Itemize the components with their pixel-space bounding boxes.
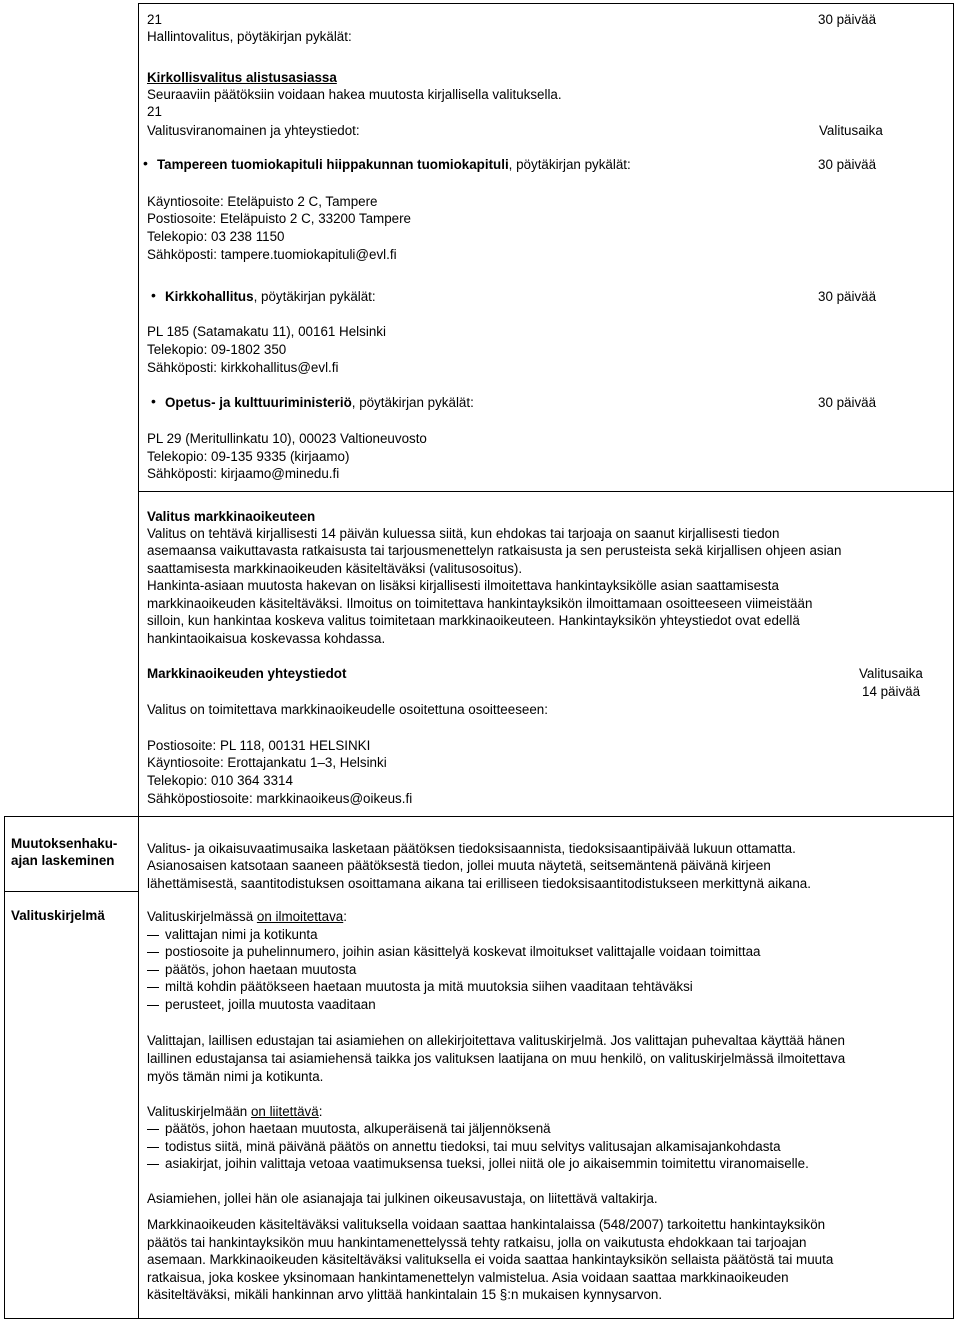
markkina-address-line: Postiosoite: PL 118, 00131 HELSINKI — [147, 738, 371, 753]
liitettava-intro-underlined: on liitettävä — [250, 1104, 319, 1119]
muutoksenhaku-label — [11, 835, 117, 869]
valituskirjelma-para-line: Valittajan, laillisen edustajan tai asiamiehen on allekirjoitettava valituskirjelmä. Jos valittajan puhevaltaa käyttää hänen — [147, 1033, 845, 1048]
liitettava-intro — [147, 1103, 322, 1120]
markkina-address-line: Käyntiosoite: Erottajankatu 1–3, Helsinki — [147, 755, 387, 770]
markkina-last-line: ratkaisua, joka koskee yksinomaan hankintamenettelyn valmistelua. Asia voidaan saattaa markkinaoikeuden — [147, 1270, 789, 1285]
markkina-para1-line: saattamisesta markkinaoikeuden käsiteltäväksi (valitusosoitus). — [147, 561, 523, 576]
liitettava-item-text: asiakirjat, joihin valittaja vetoaa vaatimuksensa tueksi, jollei niitä ole jo aikaisemmin toimitettu viranomaiselle. — [165, 1156, 809, 1171]
ilmoitettava-item-text: valittajan nimi ja kotikunta — [165, 927, 318, 942]
markkina-address-line: Sähköpostiosoite: markkinaoikeus@oikeus.fi — [147, 791, 413, 806]
markkinaoikeus-title: Valitus markkinaoikeuteen — [147, 509, 316, 524]
markkina-last-line: käsiteltäväksi, mikäli hankinnan arvo ylittää hankintalain 15 §:n mukaisen kynnysarvon. — [147, 1287, 663, 1302]
valituskirjelma-label: Valituskirjelmä — [11, 908, 105, 923]
tuomiokapituli-line: Käyntiosoite: Eteläpuisto 2 C, Tampere — [147, 194, 378, 209]
markkina-toimitettava: Valitus on toimitettava markkinaoikeudelle osoitettuna osoitteeseen: — [147, 702, 548, 717]
valituskirjelma-intro-underlined: on ilmoitettava — [256, 909, 344, 924]
liitettava-item-text: päätös, johon haetaan muutosta, alkuperäisenä tai jäljennöksenä — [165, 1121, 551, 1136]
hallintovalitus-time: 30 päivää — [818, 12, 877, 27]
tuomiokapituli-line: Postiosoite: Eteläpuisto 2 C, 33200 Tampere — [147, 211, 412, 226]
tuomiokapituli-line: Sähköposti: tampere.tuomiokapituli@evl.fi — [147, 247, 397, 262]
kirkkohallitus-time: 30 päivää — [818, 289, 877, 304]
markkina-para2-line: markkinaoikeuden käsiteltäväksi. Ilmoitus on toimitettava hankintayksikön ilmoittamaan osoitteeseen viimeistään — [147, 596, 813, 611]
markkina-para2-line: Hankinta-asiaan muutosta hakevan on lisäksi kirjallisesti ilmoitettava hankintayksikölle asian saattamisesta — [147, 578, 779, 593]
valitusaika-header: Valitusaika — [819, 123, 883, 138]
markkina-para1-line: Valitus on tehtävä kirjallisesti 14 päivän kuluessa siitä, kun ehdokas tai tarjoaja on saanut kirjallisesti tiedon — [147, 526, 780, 541]
kirkkohallitus-line: Sähköposti: kirkkohallitus@evl.fi — [147, 360, 339, 375]
section-number: 21 — [147, 12, 162, 27]
valituskirjelma-label-cell — [4, 891, 139, 1319]
markkina-para1-line: asemaansa vaikuttavasta ratkaisusta tai tarjousmenettelyn ratkaisusta ja sen perusteista sekä kirjallisen ohjeen asian — [147, 543, 842, 558]
markkina-last-line: päätös tai hankintayksikön muu hankintamenettelyssä tehty ratkaisu, jolla on vaikutusta ehdokkaan tai tarjoajan — [147, 1235, 807, 1250]
kirkkohallitus-line: PL 185 (Satamakatu 11), 00161 Helsinki — [147, 324, 386, 339]
valituskirjelma-para-line: laillinen edustajansa tai asiamiehensä taikka jos valituksen laatijana on muu henkilö, on valituskirjelmässä ilmoitettava — [147, 1051, 846, 1066]
muutoksenhaku-line: Valitus- ja oikaisuvaatimusaika lasketaan päätöksen tiedoksisaannista, tiedoksisaantipäivää lukuun ottamatta. — [147, 841, 796, 856]
kirkkohallitus-name: Kirkkohallitus — [165, 289, 254, 304]
markkina-valitusaika: Valitusaika — [859, 666, 923, 681]
liitettava-intro-prefix: Valituskirjelmään — [147, 1104, 251, 1119]
markkina-para2-line: silloin, kun hankintaa koskeva valitus toimitetaan markkinaoikeuteen. Hankintayksikön yhteystiedot ovat edellä — [147, 613, 800, 628]
ministerio-line: PL 29 (Meritullinkatu 10), 00023 Valtioneuvosto — [147, 431, 427, 446]
kirkkohallitus-heading — [165, 288, 376, 305]
valituskirjelma-intro-suffix: : — [343, 909, 347, 924]
muutoksenhaku-label-line2: ajan laskeminen — [11, 853, 115, 868]
kirkkohallitus-suffix: , pöytäkirjan pykälät: — [253, 289, 376, 304]
tuomiokapituli-name-rest: hiippakunnan tuomiokapituli — [326, 157, 509, 172]
ilmoitettava-item-text: postiosoite ja puhelinnumero, joihin asian käsittelyä koskevat ilmoitukset valittajalle voidaan toimittaa — [165, 944, 761, 959]
tuomiokapituli-heading — [157, 156, 631, 173]
liitettava-intro-suffix: : — [318, 1104, 323, 1119]
tuomiokapituli-time: 30 päivää — [818, 157, 877, 172]
hallintovalitus-label: Hallintovalitus, pöytäkirjan pykälät: — [147, 29, 352, 44]
ilmoitettava-item-text: perusteet, joilla muutosta vaaditaan — [165, 997, 376, 1012]
markkina-days: 14 päivää — [862, 684, 921, 699]
ministerio-line: Sähköposti: kirjaamo@minedu.fi — [147, 466, 340, 481]
markkina-para2-line: hankintaoikaisua koskevassa kohdassa. — [147, 631, 386, 646]
markkinaoikeus-contact-title: Markkinaoikeuden yhteystiedot — [147, 666, 347, 681]
ministerio-name: Opetus- ja kulttuuriministeriö — [165, 395, 352, 410]
tuomiokapituli-name: Tampereen tuomiokapituli — [157, 157, 323, 172]
tuomiokapituli-line: Telekopio: 03 238 1150 — [147, 229, 285, 244]
markkina-address-line: Telekopio: 010 364 3314 — [147, 773, 293, 788]
muutoksenhaku-line: lähettämisestä, saantitodistuksen osoittamana aikana tai erilliseen tiedoksisaantitodistukseen merkittynä aikana. — [147, 876, 811, 891]
ministerio-heading — [165, 394, 474, 411]
valituskirjelma-para-line: myös tämän nimi ja kotikunta. — [147, 1069, 324, 1084]
markkina-last-line: asemaan. Markkinaoikeuden käsiteltäväksi valituksella ei voida saattaa hankintayksikön sellaista päätöstä tai muuta — [147, 1252, 834, 1267]
kirkollisvalitus-title: Kirkollisvalitus alistusasiassa — [147, 70, 337, 85]
markkina-last-line: Markkinaoikeuden käsiteltäväksi valituksella voidaan saattaa hankintalaissa (548/2007) tarkoitettu hankintayksikön — [147, 1217, 826, 1232]
tuomiokapituli-suffix: , pöytäkirjan pykälät: — [508, 157, 631, 172]
section-number-2: 21 — [147, 104, 162, 119]
kirkollisvalitus-text: Seuraaviin päätöksiin voidaan hakea muutosta kirjallisella valituksella. — [147, 87, 562, 102]
ilmoitettava-item-text: miltä kohdin päätökseen haetaan muutosta ja mitä muutoksia siihen vaaditaan tehtäväksi — [165, 979, 693, 994]
muutoksenhaku-label-line1: Muutoksenhaku- — [11, 836, 118, 851]
ministerio-time: 30 päivää — [818, 395, 877, 410]
valituskirjelma-intro-prefix: Valituskirjelmässä — [147, 909, 257, 924]
viranomainen-label: Valitusviranomainen ja yhteystiedot: — [147, 123, 360, 138]
valituskirjelma-intro — [147, 908, 347, 925]
liitettava-item-text: todistus siitä, minä päivänä päätös on annettu tiedoksi, tai muu selvitys valitusajan alkamisajankohdasta — [165, 1139, 781, 1154]
asiamies-text: Asiamiehen, jollei hän ole asianajaja tai julkinen oikeusavustaja, on liitettävä valtakirja. — [147, 1191, 658, 1206]
kirkkohallitus-line: Telekopio: 09-1802 350 — [147, 342, 287, 357]
muutoksenhaku-line: Asianosaisen katsotaan saaneen päätöksestä tiedon, jollei muuta näytetä, seitsemäntenä päivänä kirjeen — [147, 858, 771, 873]
ministerio-suffix: , pöytäkirjan pykälät: — [351, 395, 474, 410]
ilmoitettava-item-text: päätös, johon haetaan muutosta — [165, 962, 357, 977]
ministerio-line: Telekopio: 09-135 9335 (kirjaamo) — [147, 449, 350, 464]
